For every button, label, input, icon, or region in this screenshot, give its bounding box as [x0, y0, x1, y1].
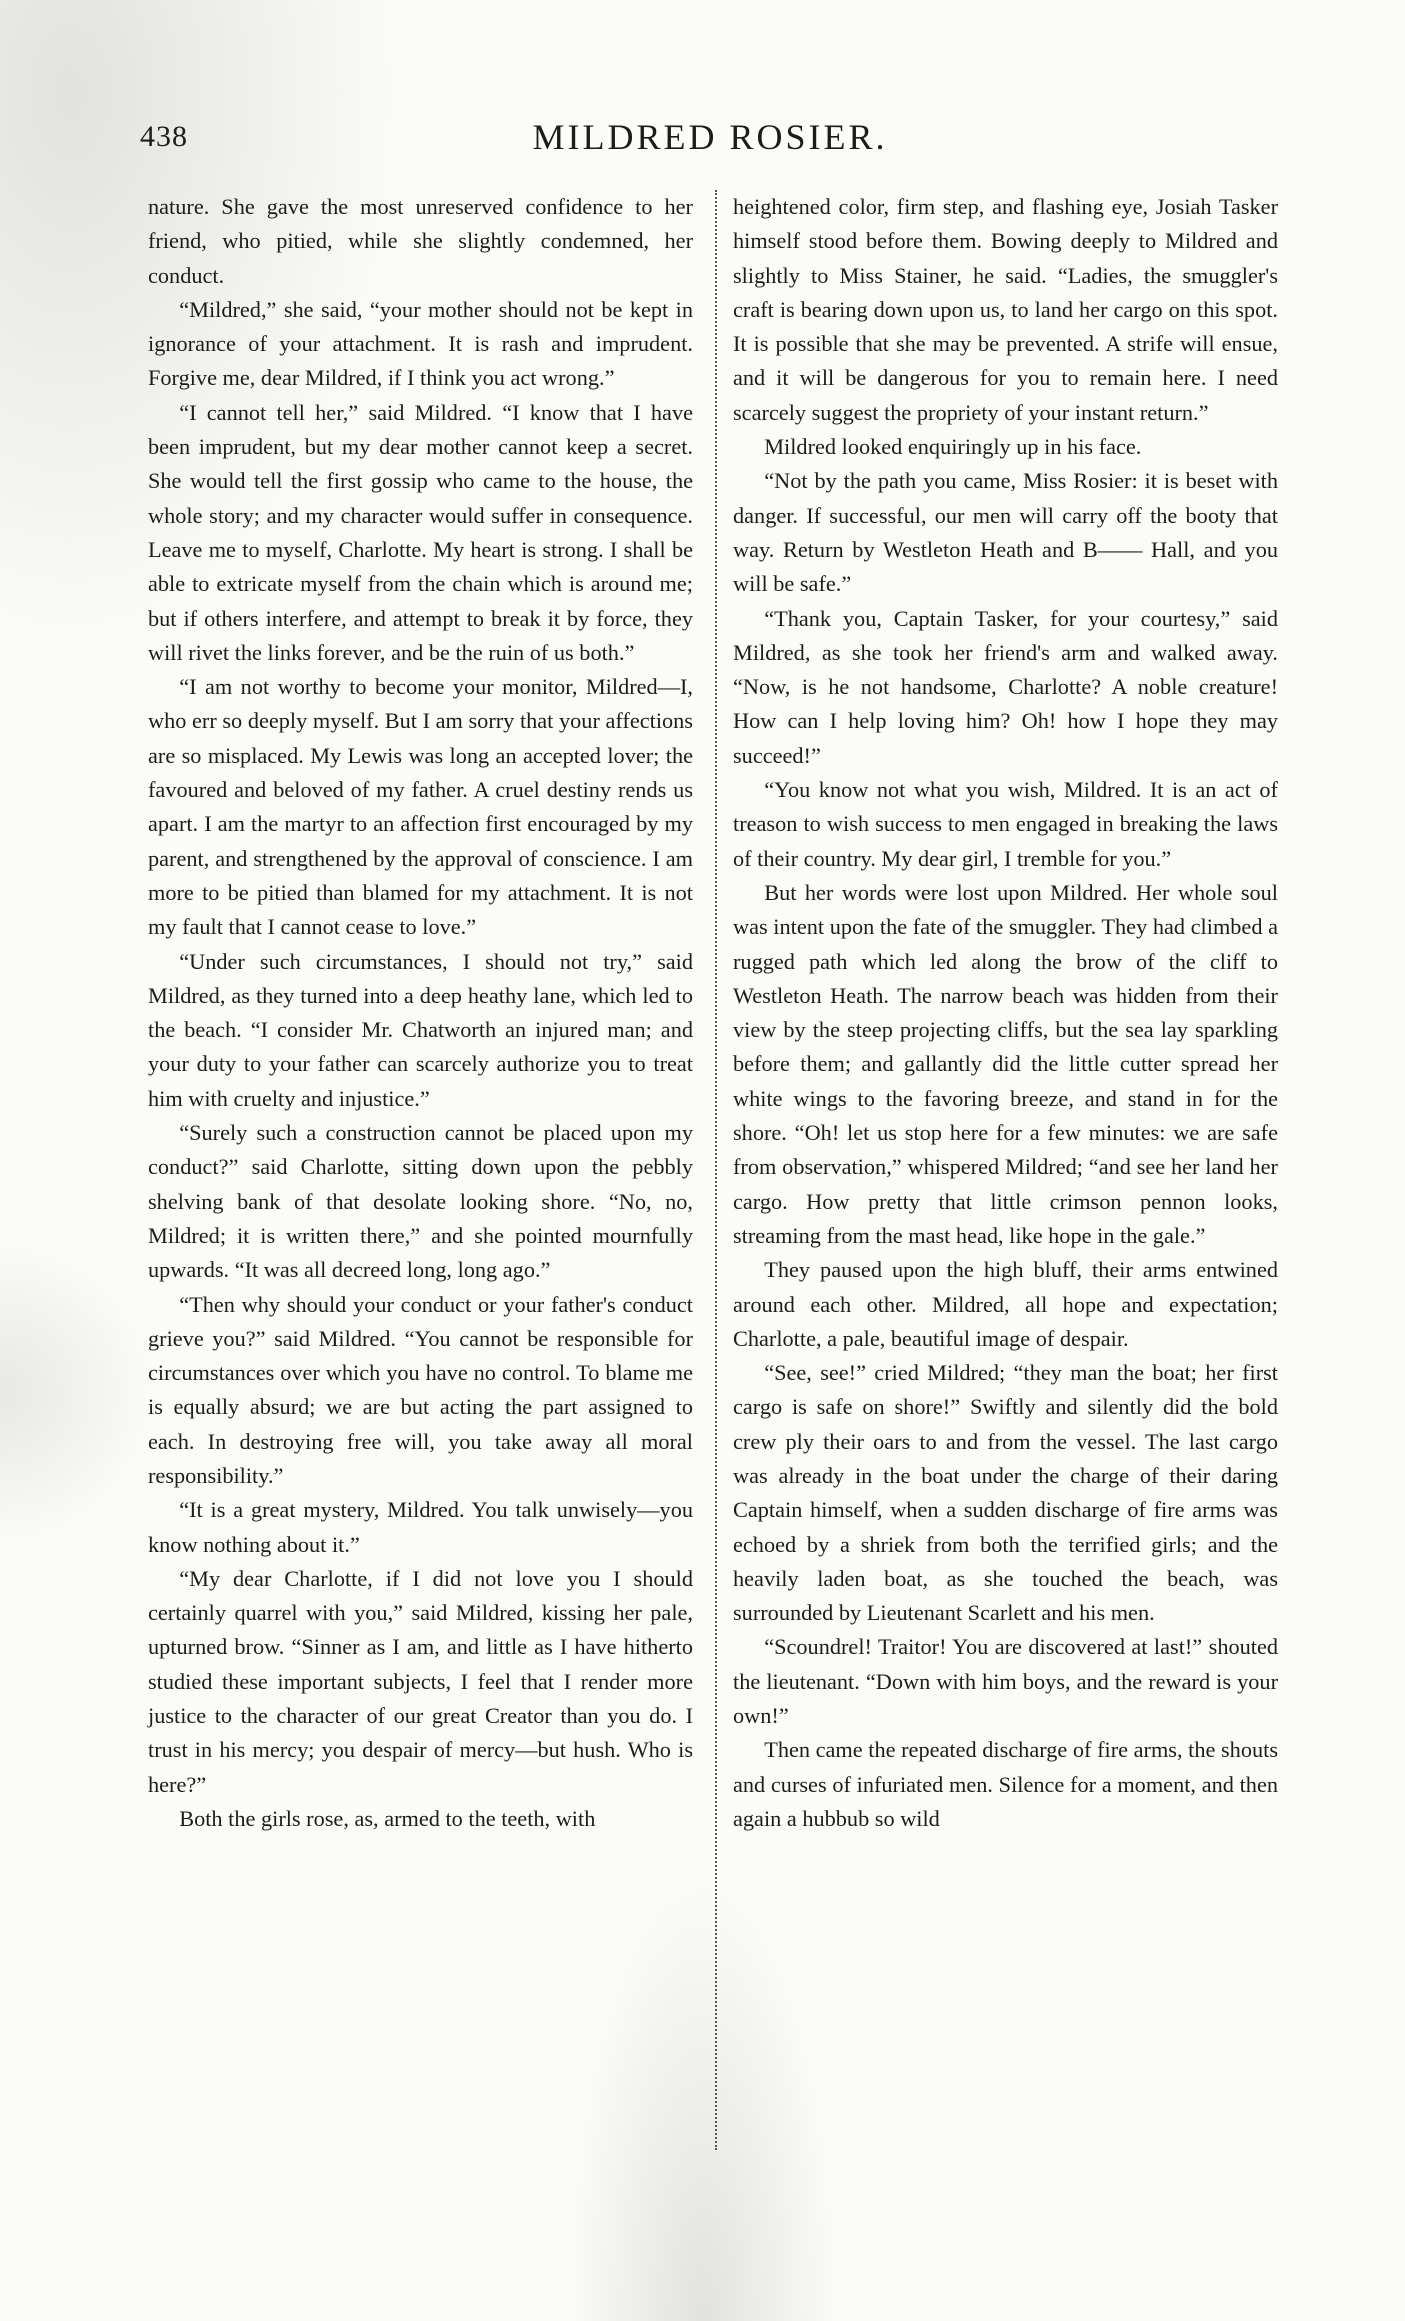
paragraph: “You know not what you wish, Mildred. It is an act of treason to wish success to men engaged in breaking the laws of their country. My dear girl, I tremble for you.” [733, 777, 1278, 871]
paragraph: “See, see!” cried Mildred; “they man the boat; her first cargo is safe on shore!” Swiftly and silently did the bold crew ply their oars to and from the vessel. The last cargo was already in the boat under the charge of their daring Captain himself, when a sudden discharge of fire arms was echoed by a shriek from both the terrified girls; and the heavily laden boat, as she touched the beach, was surrounded by Lieutenant Scarlett and his men. [733, 1360, 1278, 1626]
paragraph: “Not by the path you came, Miss Rosier: it is beset with danger. If successful, our men will carry off the booty that way. Return by Westleton Heath and B—— Hall, and you will be safe.” [733, 468, 1278, 597]
column-divider [715, 190, 717, 2150]
paragraph: Then came the repeated discharge of fire arms, the shouts and curses of infuriated men. Silence for a moment, and then again a hubbub so wild [733, 1737, 1278, 1831]
right-column [733, 190, 1278, 1836]
page-header [140, 112, 1280, 162]
page-number: 438 [140, 120, 188, 153]
paragraph: “Under such circumstances, I should not try,” said Mildred, as they turned into a deep heathy lane, which led to the beach. “I consider Mr. Chatworth an injured man; and your duty to your father can scarcely authorize you to treat him with cruelty and injustice.” [148, 948, 693, 1111]
paragraph: Both the girls rose, as, armed to the teeth, with [179, 1805, 596, 1831]
paragraph: “Thank you, Captain Tasker, for your courtesy,” said Mildred, as she took her friend's arm and walked away. “Now, is he not handsome, Charlotte? A noble creature! How can I help loving him? Oh! how I hope they may succeed!” [733, 605, 1278, 768]
paragraph: nature. She gave the most unreserved confidence to her friend, who pitied, while she slightly condemned, her conduct. [148, 194, 693, 288]
paragraph: “Then why should your conduct or your father's conduct grieve you?” said Mildred. “You cannot be responsible for circumstances over which you have no control. To blame me is equally absurd; we are but acting the part assigned to each. In destroying free will, you take away all moral responsibility.” [148, 1291, 693, 1488]
paragraph: “Mildred,” she said, “your mother should not be kept in ignorance of your attachment. It is rash and imprudent. Forgive me, dear Mildred, if I think you act wrong.” [148, 296, 693, 391]
paragraph: “It is a great mystery, Mildred. You talk unwisely—you know nothing about it.” [148, 1497, 693, 1557]
paragraph: “Surely such a construction cannot be placed upon my conduct?” said Charlotte, sitting down upon the pebbly shelving bank of that desolate looking shore. “No, no, Mildred; it is written there,” and she pointed mournfully upwards. “It was all decreed long, long ago.” [148, 1120, 693, 1283]
paragraph: “I am not worthy to become your monitor, Mildred—I, who err so deeply myself. But I am sorry that your affections are so misplaced. My Lewis was long an accepted lover; the favoured and beloved of my father. A cruel destiny rends us apart. I am the martyr to an affection first encouraged by my parent, and strengthened by the approval of conscience. I am more to be pitied than blamed for my attachment. It is not my fault that I cannot cease to love.” [148, 674, 693, 940]
left-column [148, 190, 693, 1836]
paragraph: “My dear Charlotte, if I did not love you I should certainly quarrel with you,” said Mildred, kissing her pale, upturned brow. “Sinner as I am, and little as I have hitherto studied these important subjects, I feel that I render more justice to the character of our great Creator than you do. I trust in his mercy; you despair of mercy—but hush. Who is here?” [148, 1565, 693, 1797]
paragraph: But her words were lost upon Mildred. Her whole soul was intent upon the fate of the smuggler. They had climbed a rugged path which led along the brow of the cliff to Westleton Heath. The narrow beach was hidden from their view by the steep projecting cliffs, but the sea lay sparkling before them; and gallantly did the little cutter spread her white wings to the favoring breeze, and stand in for the shore. “Oh! let us stop here for a few minutes: we are safe from observation,” whispered Mildred; “and see her land her cargo. How pretty that little crimson pennon looks, streaming from the mast head, like hope in the gale.” [733, 879, 1278, 1248]
paragraph: heightened color, firm step, and flashing eye, Josiah Tasker himself stood before them. Bowing deeply to Mildred and slightly to Miss Stainer, he said. “Ladies, the smuggler's craft is bearing down upon us, to land her cargo on this spot. It is possible that she may be prevented. A strife will ensue, and it will be dangerous for you to remain here. I need scarcely suggest the propriety of your instant return.” [733, 194, 1278, 425]
paragraph: “Scoundrel! Traitor! You are discovered at last!” shouted the lieutenant. “Down with him boys, and the reward is your own!” [733, 1634, 1278, 1729]
paragraph: Mildred looked enquiringly up in his face. [764, 434, 1142, 460]
paragraph: “I cannot tell her,” said Mildred. “I know that I have been imprudent, but my dear mother cannot keep a secret. She would tell the first gossip who came to the house, the whole story; and my character would suffer in consequence. Leave me to myself, Charlotte. My heart is strong. I shall be able to extricate myself from the chain which is around me; but if others interfere, and attempt to break it by force, they will rivet the links forever, and be the ruin of us both.” [148, 399, 693, 665]
paragraph: They paused upon the high bluff, their arms entwined around each other. Mildred, all hope and expectation; Charlotte, a pale, beautiful image of despair. [733, 1257, 1278, 1351]
running-title: MILDRED ROSIER. [532, 117, 888, 157]
